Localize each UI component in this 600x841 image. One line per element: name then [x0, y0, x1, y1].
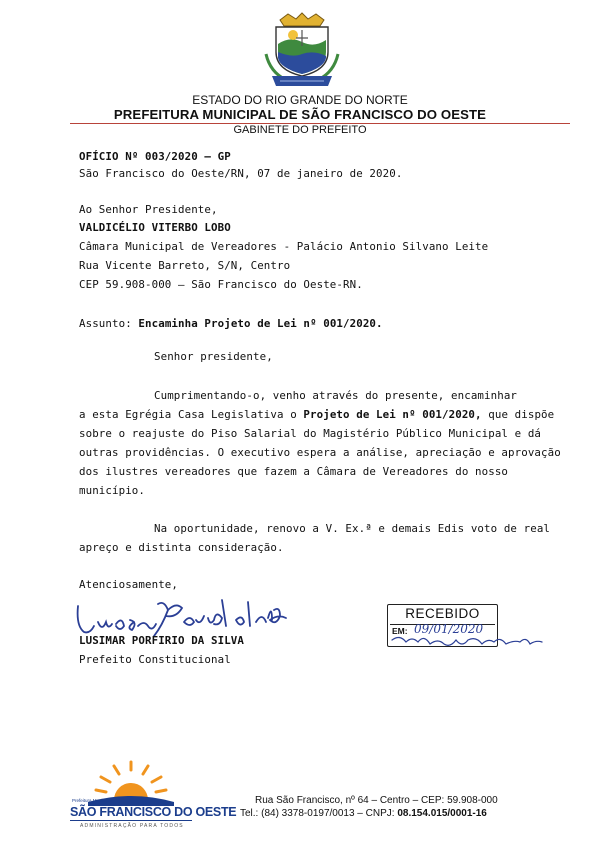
logo-name: SÃO FRANCISCO DO OESTE	[70, 805, 237, 819]
footer-contact	[240, 808, 487, 819]
subject-line	[79, 317, 383, 330]
logo-small-caption: Prefeitura Municipal	[72, 798, 112, 803]
addressee-street: Rua Vicente Barreto, S/N, Centro	[79, 259, 291, 272]
paragraph2-line2: apreço e distinta consideração.	[79, 541, 284, 554]
subject-label: Assunto:	[79, 317, 132, 330]
paragraph1-line1: Cumprimentando-o, venho através do presente, encaminhar	[154, 389, 518, 402]
footer-address: Rua São Francisco, nº 64 – Centro – CEP: 59.908-000	[255, 795, 498, 806]
paragraph1-line2-end: que dispõe	[488, 408, 555, 421]
date-line: São Francisco do Oeste/RN, 07 de janeiro de 2020.	[79, 167, 403, 180]
addressee-intro: Ao Senhor Presidente,	[79, 203, 218, 216]
logo-underline	[70, 820, 192, 821]
paragraph1-line6: município.	[79, 484, 146, 497]
state-name: ESTADO DO RIO GRANDE DO NORTE	[192, 93, 408, 107]
stamp-received-date: 09/01/2020	[414, 622, 484, 636]
project-reference: Projeto de Lei nº 001/2020,	[303, 408, 482, 421]
closing: Atenciosamente,	[79, 578, 179, 591]
paragraph1-line5: dos ilustres vereadores que fazem a Câmara de Vereadores do nosso	[79, 465, 509, 478]
paragraph1-line3: sobre o reajuste do Piso Salarial do Magistério Público Municipal e dá	[79, 427, 542, 440]
footer-phone: Tel.: (84) 3378-0197/0013 – CNPJ:	[240, 808, 395, 819]
signer-title: Prefeito Constitucional	[79, 653, 231, 666]
paragraph2-line1: Na oportunidade, renovo a V. Ex.ª e demais Edis voto de real	[154, 522, 551, 535]
logo-tagline: ADMINISTRAÇÃO PARA TODOS	[80, 823, 184, 829]
paragraph1-line4: outras providências. O executivo espera a análise, apreciação e aprovação	[79, 446, 561, 459]
prefeitura-title: PREFEITURA MUNICIPAL DE SÃO FRANCISCO DO OESTE	[113, 107, 487, 122]
paragraph1-line2-start: a esta Egrégia Casa Legislativa o	[79, 408, 297, 421]
addressee-cep: CEP 59.908-000 – São Francisco do Oeste-RN.	[79, 278, 363, 291]
oficio-number: OFÍCIO Nº 003/2020 – GP	[79, 150, 231, 163]
paragraph1-line2	[79, 408, 554, 421]
stamp-initials	[388, 628, 548, 650]
stamp-title: RECEBIDO	[405, 606, 480, 621]
salutation: Senhor presidente,	[154, 350, 273, 363]
coat-of-arms-emblem	[262, 10, 342, 90]
stamp-em-label: EM:	[392, 626, 408, 636]
footer-cnpj: 08.154.015/0001-16	[397, 808, 487, 819]
addressee-name: VALDICÉLIO VITERBO LOBO	[79, 221, 231, 234]
signer-name: LUSIMAR PORFIRIO DA SILVA	[79, 634, 245, 647]
addressee-org: Câmara Municipal de Vereadores - Palácio Antonio Silvano Leite	[79, 240, 489, 253]
subject-text: Encaminha Projeto de Lei nº 001/2020.	[138, 317, 383, 330]
gabinete-label: GABINETE DO PREFEITO	[233, 124, 367, 136]
